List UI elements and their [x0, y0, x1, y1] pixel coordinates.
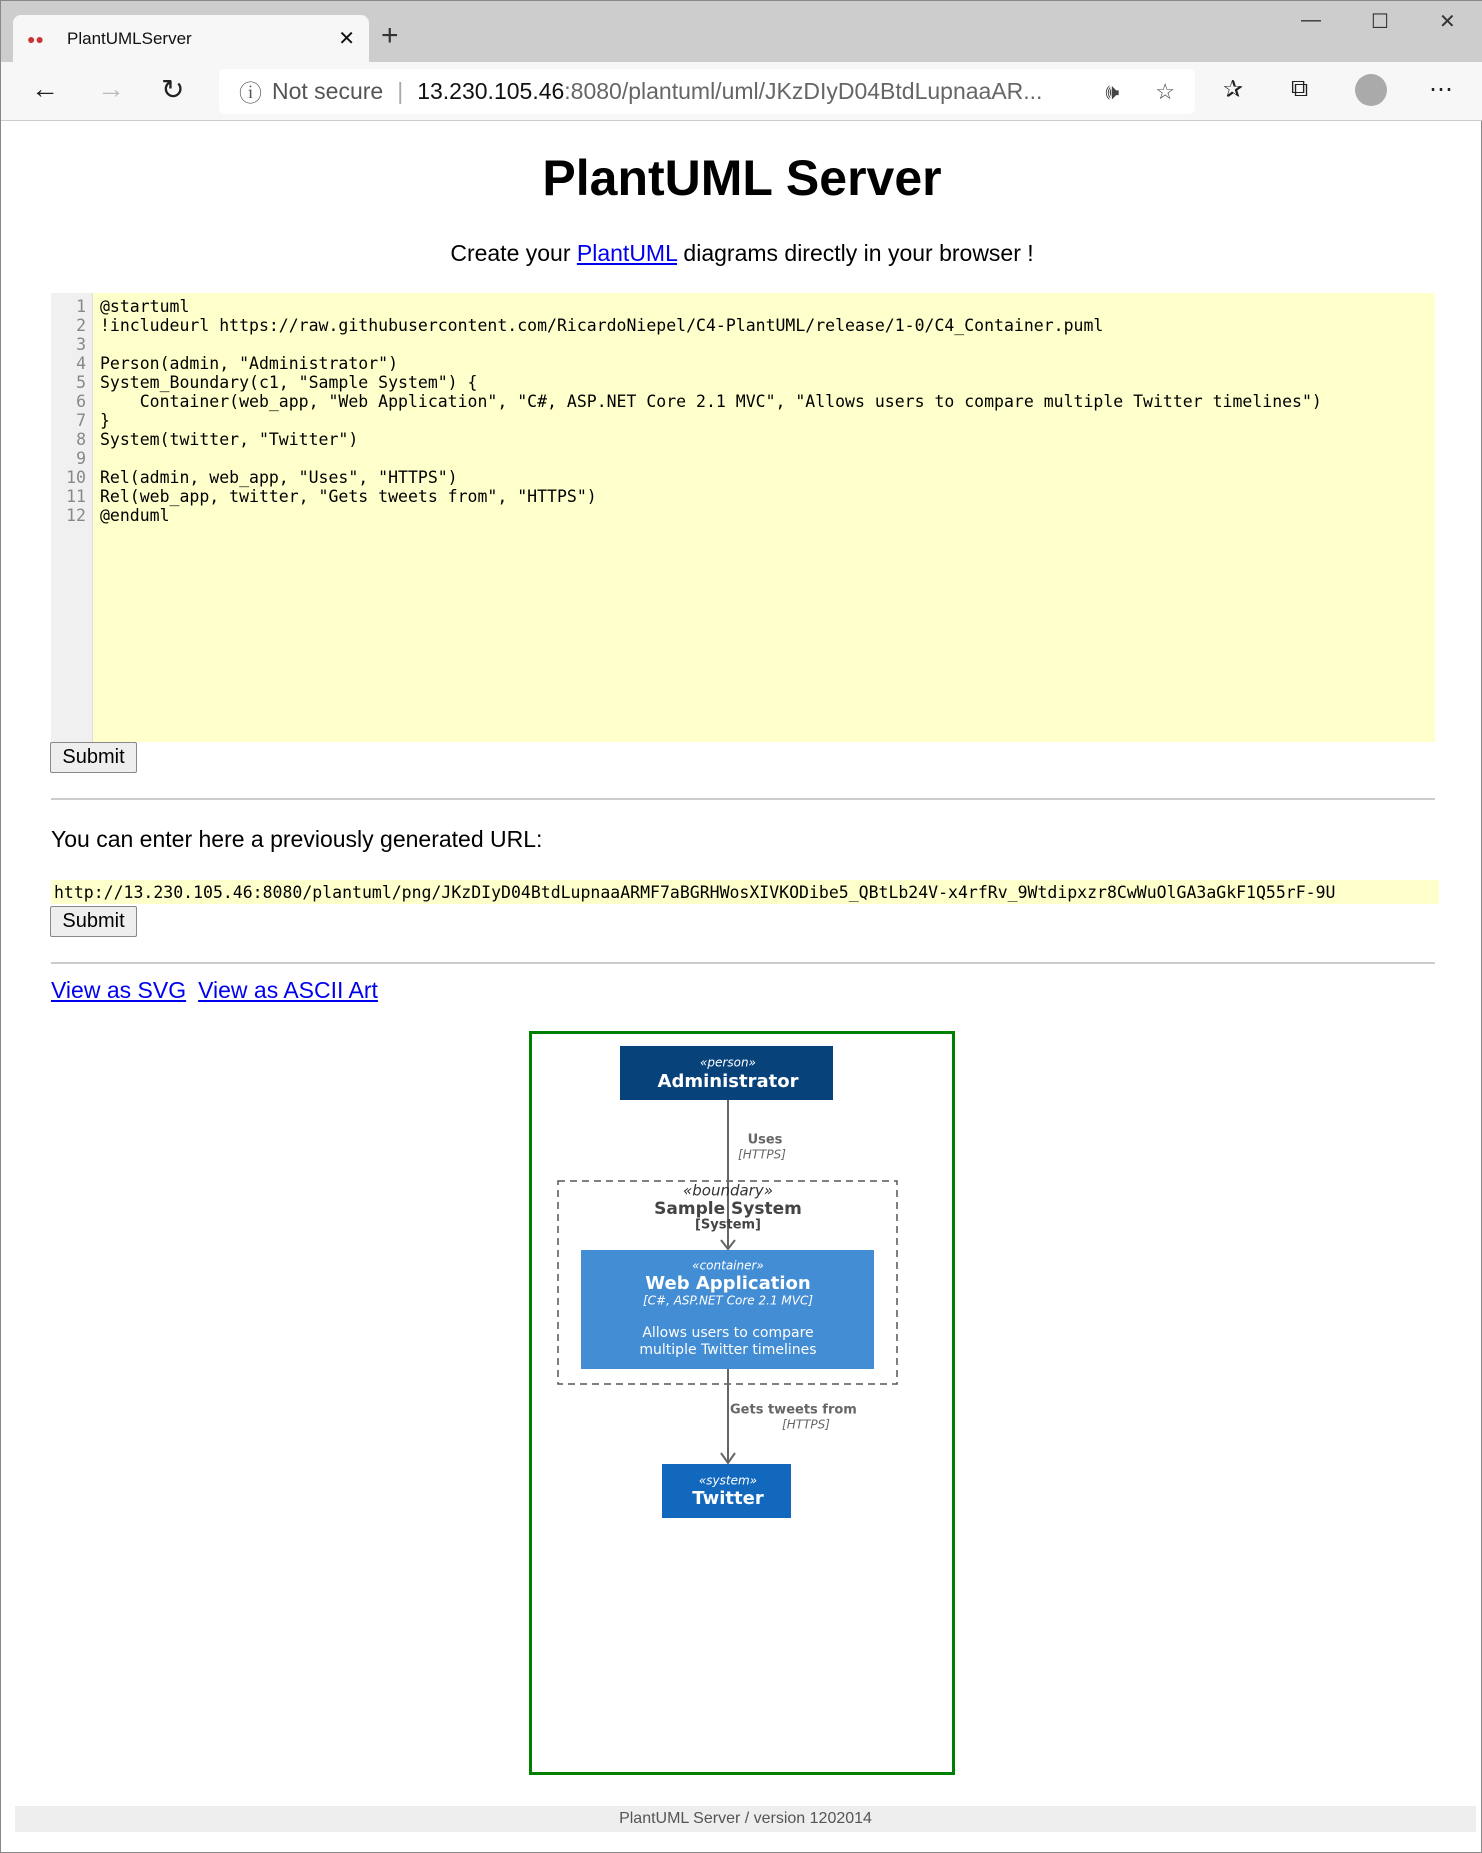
collections-icon[interactable]: ⧉ [1291, 75, 1309, 102]
boundary-stereotype: «boundary» [683, 1181, 773, 1200]
favorites-icon[interactable]: ✰ [1223, 76, 1244, 103]
person-stereotype: «person» [700, 1055, 756, 1070]
url-input[interactable] [51, 880, 1439, 904]
security-label: Not secure [272, 78, 384, 104]
close-window-button[interactable]: ✕ [1439, 11, 1456, 33]
browser-tab[interactable] [13, 15, 369, 62]
container-tech: [C#, ASP.NET Core 2.1 MVC] [642, 1293, 814, 1308]
line-numbers: 1 2 3 4 5 6 7 8 9 10 11 12 [51, 293, 93, 742]
close-tab-icon[interactable]: ✕ [338, 28, 355, 50]
url-path: :8080/plantuml/uml/JKzDIyD04BtdLupnaaAR... [564, 78, 1043, 104]
divider [51, 962, 1435, 964]
divider [51, 798, 1435, 800]
tab-title: PlantUMLServer [67, 28, 192, 48]
refresh-icon[interactable]: ↻ [161, 74, 185, 105]
rel-tweets-label: Gets tweets from [730, 1402, 857, 1418]
more-menu-icon[interactable]: ⋯ [1429, 76, 1453, 103]
address-bar[interactable]: ⓘ Not secure | 13.230.105.46 :8080/plantuml/uml/JKzDIyD04BtdLupnaaAR... 🕪 ☆ [219, 69, 1195, 114]
profile-avatar[interactable] [1355, 74, 1387, 106]
url-host: 13.230.105.46 [417, 78, 565, 104]
info-icon[interactable]: ⓘ [239, 80, 262, 106]
diagram-image [529, 1031, 955, 1775]
submit-code-button[interactable]: Submit [50, 742, 137, 773]
minimize-button[interactable]: — [1301, 9, 1321, 31]
rel-uses-tech: [HTTPS] [738, 1147, 786, 1162]
rel-uses-label: Uses [747, 1132, 783, 1148]
system-name: Twitter [692, 1488, 764, 1509]
url-label: You can enter here a previously generated URL: [51, 826, 543, 852]
code-text[interactable]: @startuml !includeurl https://raw.githubusercontent.com/RicardoNiepel/C4-PlantUML/release/1-0/C4_Container.puml Person(admin, "Administrator") System_Boundary(c1, "Sample System") { Container(web_app, "Web Application", "C#, ASP.NET Core 2.1 MVC", "Allows users to compare multiple Twitter timelines") } System(twitter, "Twitter") Rel(admin, web_app, "Uses", "HTTPS") Rel(web_app, twitter, "Gets tweets from", "HTTPS") @enduml [100, 297, 1322, 525]
view-links [51, 977, 378, 1004]
maximize-button[interactable]: ☐ [1371, 11, 1389, 33]
view-as-svg-link[interactable]: View as SVG [51, 977, 187, 1003]
plantuml-link[interactable]: PlantUML [576, 240, 678, 266]
submit-url-button[interactable]: Submit [50, 906, 137, 937]
footer: PlantUML Server / version 1202014 [15, 1806, 1476, 1832]
system-stereotype: «system» [698, 1473, 758, 1488]
person-name: Administrator [657, 1071, 799, 1092]
back-icon[interactable]: ← [31, 73, 59, 104]
boundary-name: Sample System [654, 1199, 802, 1219]
favorite-star-icon[interactable]: ☆ [1155, 78, 1175, 104]
subtitle-text: Create your [450, 240, 577, 266]
page-title: PlantUML Server [542, 150, 942, 206]
plantuml-favicon-icon: ●● [27, 30, 44, 47]
container-stereotype: «container» [692, 1258, 764, 1273]
new-tab-button[interactable]: + [381, 19, 399, 52]
subtitle [1, 240, 1482, 267]
container-desc-line1: Allows users to compare [642, 1325, 814, 1341]
read-aloud-icon[interactable]: 🕪 [1105, 78, 1120, 104]
forward-icon[interactable]: → [97, 73, 125, 104]
rel-tweets-tech: [HTTPS] [782, 1417, 830, 1432]
boundary-type: [System] [694, 1217, 762, 1233]
container-name: Web Application [645, 1273, 811, 1294]
container-desc-line2: multiple Twitter timelines [639, 1342, 817, 1358]
code-editor[interactable] [51, 293, 1435, 742]
subtitle-text-end: diagrams directly in your browser ! [677, 240, 1034, 266]
view-as-ascii-link[interactable]: View as ASCII Art [198, 977, 378, 1003]
